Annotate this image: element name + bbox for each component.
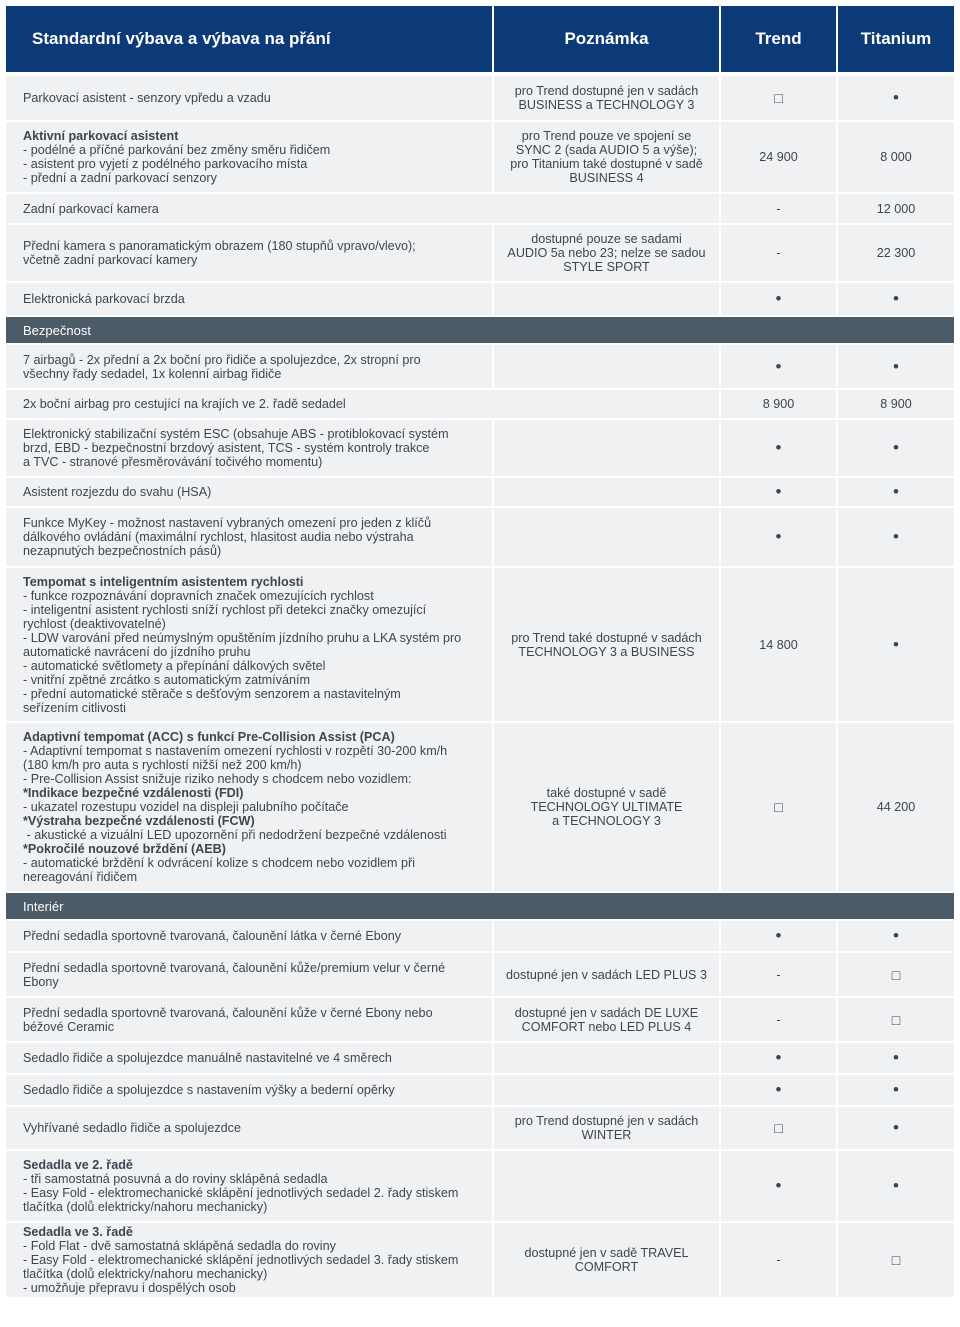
description-line: Aktivní parkovací asistent [23, 129, 179, 143]
description-line: Elektronický stabilizační systém ESC (obsahuje ABS - protiblokovací systém [23, 427, 449, 441]
titanium-value: • [838, 76, 954, 120]
titanium-value: 8 900 [838, 390, 954, 418]
table-row [6, 1223, 954, 1297]
trend-value: - [721, 1223, 836, 1297]
description-line: Sedadla ve 2. řadě [23, 1158, 133, 1172]
note-line: pro Titanium také dostupné v sadě [510, 157, 703, 171]
note-line: BUSINESS a TECHNOLOGY 3 [518, 98, 695, 112]
feature-description [6, 194, 719, 223]
header-titanium: Titanium [838, 6, 954, 72]
titanium-value: 22 300 [838, 225, 954, 281]
description-line: béžové Ceramic [23, 1019, 114, 1034]
description-line: - LDW varování před neúmyslným opuštěním jízdního pruhu a LKA systém pro [23, 630, 462, 645]
feature-description [6, 921, 492, 951]
titanium-value: 8 000 [838, 122, 954, 192]
trend-value: • [721, 478, 836, 506]
note-line: WINTER [581, 1128, 632, 1142]
description-line: - vnitřní zpětné zrcátko s automatickým zatmíváním [23, 672, 310, 687]
description-line: - Pre-Collision Assist snižuje riziko nehody s chodcem nebo vozidlem: [23, 772, 412, 786]
titanium-value: • [838, 508, 954, 566]
description-line: rychlost (deaktivovatelné) [23, 616, 166, 631]
trend-value: • [721, 283, 836, 315]
note-line: pro Trend pouze ve spojení se [521, 129, 692, 143]
note-cell [494, 76, 719, 120]
note-line: COMFORT nebo LED PLUS 4 [521, 1019, 692, 1034]
note-cell [494, 345, 719, 388]
trend-value: • [721, 345, 836, 388]
description-line: tlačítka (dolů elektricky/nahoru mechanicky) [23, 1200, 268, 1214]
trend-value: • [721, 508, 836, 566]
note-text [524, 1246, 688, 1274]
description-line: - funkce rozpoznávání dopravních značek omezujících rychlost [23, 588, 374, 603]
titanium-value: □ [838, 953, 954, 996]
note-line: STYLE SPORT [563, 260, 650, 274]
trend-value: - [721, 998, 836, 1041]
note-cell [494, 122, 719, 192]
note-line: pro Trend dostupné jen v sadách [514, 84, 699, 98]
titanium-value: • [838, 921, 954, 951]
note-line: dostupné pouze se sadami [531, 232, 682, 246]
trend-value: 8 900 [721, 390, 836, 418]
note-line: pro Trend také dostupné v sadách [511, 630, 702, 645]
note-cell [494, 1075, 719, 1105]
description-line: Zadní parkovací kamera [23, 201, 159, 216]
titanium-value: • [838, 478, 954, 506]
description-line: (180 km/h pro auta s rychlostí nižší než 200 km/h) [23, 758, 302, 772]
trend-value: • [721, 1075, 836, 1105]
note-cell [494, 568, 719, 721]
description-line: tlačítka (dolů elektricky/nahoru mechanicky) [23, 1267, 268, 1281]
description-line: automatické navrácení do jízdního pruhu [23, 644, 251, 659]
description-line: Přední sedadla sportovně tvarovaná, čalounění kůže/premium velur v černé [23, 960, 446, 975]
titanium-value: • [838, 345, 954, 388]
note-cell [494, 1107, 719, 1149]
feature-description [6, 283, 492, 315]
feature-description [6, 568, 492, 721]
feature-description [6, 420, 492, 476]
note-text [515, 1114, 698, 1142]
table-row [6, 122, 954, 192]
note-line: BUSINESS 4 [569, 171, 644, 185]
titanium-value: • [838, 420, 954, 476]
table-row [6, 225, 954, 281]
description-line: nereagování řidičem [23, 870, 138, 884]
description-line: - akustické a vizuální LED upozornění při nedodržení bezpečné vzdálenosti [23, 828, 447, 842]
note-line: dostupné jen v sadách DE LUXE [514, 1005, 699, 1020]
description-line: - Easy Fold - elektromechanické sklápění jednotlivých sedadel 2. řady stiskem [23, 1186, 459, 1200]
trend-value: • [721, 1151, 836, 1221]
table-header [6, 6, 954, 72]
section-heading: Bezpečnost [6, 317, 954, 343]
table-body [6, 76, 954, 1297]
trend-value: - [721, 225, 836, 281]
titanium-value: □ [838, 998, 954, 1041]
description-line: - automatické světlomety a přepínání dálkových světel [23, 658, 326, 673]
table-row [6, 390, 954, 418]
description-line: dálkového ovládání (maximální rychlost, hlasitost audia nebo výstraha [23, 530, 414, 544]
description-line: - Easy Fold - elektromechanické sklápění jednotlivých sedadel 3. řady stiskem [23, 1253, 459, 1267]
trend-value: □ [721, 76, 836, 120]
description-line: Elektronická parkovací brzda [23, 292, 185, 306]
description-line: - přední a zadní parkovací senzory [23, 171, 217, 185]
feature-description [6, 723, 492, 891]
trend-value: • [721, 921, 836, 951]
description-line: - tři samostatná posuvná a do roviny sklápěná sedadla [23, 1172, 328, 1186]
description-line: Vyhřívané sedadlo řidiče a spolujezdce [23, 1121, 241, 1135]
description-line: *Indikace bezpečné vzdálenosti (FDI) [23, 786, 244, 800]
feature-description [6, 345, 492, 388]
note-cell [494, 723, 719, 891]
note-cell [494, 478, 719, 506]
description-line: Sedadla ve 3. řadě [23, 1225, 133, 1239]
table-row [6, 998, 954, 1041]
header-trend: Trend [721, 6, 836, 72]
table-row [6, 76, 954, 120]
trend-value: - [721, 194, 836, 223]
description-line: - umožňuje přepravu i dospělých osob [23, 1281, 236, 1295]
description-line: Sedadlo řidiče a spolujezdce s nastavením výšky a bederní opěrky [23, 1083, 395, 1097]
description-line: - Fold Flat - dvě samostatná sklápěná sedadla do roviny [23, 1239, 336, 1253]
description-line: seřízením citlivosti [23, 700, 126, 715]
trend-value: □ [721, 1107, 836, 1149]
description-line: 7 airbagů - 2x přední a 2x boční pro řidiče a spolujezdce, 2x stropní pro [23, 352, 421, 367]
description-line: Asistent rozjezdu do svahu (HSA) [23, 485, 212, 499]
table-row [6, 1043, 954, 1073]
description-line: Přední kamera s panoramatickým obrazem (180 stupňů vpravo/vlevo); [23, 239, 416, 253]
trend-value: - [721, 953, 836, 996]
titanium-value: 44 200 [838, 723, 954, 891]
description-line: - inteligentní asistent rychlosti sníží rychlost při detekci značky omezující [23, 602, 427, 617]
description-line: 2x boční airbag pro cestující na krajích ve 2. řadě sedadel [23, 397, 346, 411]
note-cell [494, 508, 719, 566]
note-text [515, 1006, 698, 1034]
titanium-value: • [838, 1151, 954, 1221]
note-line: dostupné jen v sadách LED PLUS 3 [506, 967, 707, 982]
titanium-value: □ [838, 1223, 954, 1297]
description-line: - asistent pro vyjetí z podélného parkovacího místa [23, 157, 308, 171]
description-line: - přední automatické stěrače s dešťovým senzorem a nastavitelným [23, 686, 401, 701]
table-row [6, 420, 954, 476]
note-cell [494, 998, 719, 1041]
description-line: - automatické brždění k odvrácení kolize s chodcem nebo vozidlem při [23, 856, 415, 870]
table-row [6, 568, 954, 721]
feature-description [6, 1151, 492, 1221]
feature-description [6, 478, 492, 506]
titanium-value: • [838, 1107, 954, 1149]
note-line: pro Trend dostupné jen v sadách [514, 1114, 699, 1128]
table-row [6, 723, 954, 891]
trend-value: 14 800 [721, 568, 836, 721]
description-line: všechny řady sedadel, 1x kolenní airbag řidiče [23, 366, 282, 381]
description-line: Sedadlo řidiče a spolujezdce manuálně nastavitelné ve 4 směrech [23, 1051, 392, 1065]
table-row [6, 478, 954, 506]
description-line: - podélné a příčné parkování bez změny směru řidičem [23, 143, 331, 157]
table-row [6, 921, 954, 951]
note-line: také dostupné v sadě [546, 786, 667, 800]
feature-description [6, 1107, 492, 1149]
note-line: a TECHNOLOGY 3 [552, 814, 661, 828]
feature-description [6, 998, 492, 1041]
table-row [6, 508, 954, 566]
trend-value: • [721, 1043, 836, 1073]
table-row [6, 1151, 954, 1221]
feature-description [6, 1043, 492, 1073]
titanium-value: • [838, 568, 954, 721]
table-row [6, 1107, 954, 1149]
note-cell [494, 283, 719, 315]
titanium-value: 12 000 [838, 194, 954, 223]
feature-description [6, 508, 492, 566]
description-line: Tempomat s inteligentním asistentem rychlosti [23, 574, 304, 589]
note-text [510, 129, 703, 185]
note-cell [494, 1043, 719, 1073]
note-text [531, 786, 683, 828]
feature-description [6, 953, 492, 996]
table-row [6, 1075, 954, 1105]
note-cell [494, 225, 719, 281]
description-line: Adaptivní tempomat (ACC) s funkcí Pre-Collision Assist (PCA) [23, 730, 395, 744]
feature-description [6, 1075, 492, 1105]
note-line: TECHNOLOGY 3 a BUSINESS [518, 644, 695, 659]
note-cell [494, 420, 719, 476]
description-line: a TVC - stranové přesměrovávání točivého momentu) [23, 455, 323, 469]
table-row [6, 345, 954, 388]
feature-description [6, 390, 719, 418]
note-cell [494, 921, 719, 951]
table-row [6, 283, 954, 315]
description-line: *Výstraha bezpečné vzdálenosti (FCW) [23, 814, 255, 828]
description-line: Funkce MyKey - možnost nastavení vybraných omezení pro jeden z klíčů [23, 516, 432, 530]
note-line: COMFORT [574, 1260, 639, 1274]
trend-value: • [721, 420, 836, 476]
note-line: AUDIO 5a nebo 23; nelze se sadou [507, 246, 706, 260]
section-heading: Interiér [6, 893, 954, 919]
titanium-value: • [838, 283, 954, 315]
description-line: Parkovací asistent - senzory vpředu a vzadu [23, 91, 271, 105]
note-text [507, 232, 705, 274]
note-line: dostupné jen v sadě TRAVEL [524, 1246, 689, 1260]
equipment-table [6, 6, 954, 1299]
table-row [6, 194, 954, 223]
feature-description [6, 76, 492, 120]
note-text [515, 84, 698, 112]
titanium-value: • [838, 1075, 954, 1105]
description-line: nezapnutých bezpečnostních pásů) [23, 544, 222, 558]
description-line: *Pokročilé nouzové brždění (AEB) [23, 842, 226, 856]
titanium-value: • [838, 1043, 954, 1073]
note-line: TECHNOLOGY ULTIMATE [530, 800, 683, 814]
feature-description [6, 1223, 492, 1297]
note-text [506, 968, 707, 982]
description-line: včetně zadní parkovací kamery [23, 253, 198, 267]
header-title: Standardní výbava a výbava na přání [6, 6, 492, 72]
trend-value: 24 900 [721, 122, 836, 192]
trend-value: □ [721, 723, 836, 891]
description-line: brzd, EBD - bezpečnostní brzdový asistent, TCS - systém kontroly trakce [23, 441, 430, 455]
note-cell [494, 1151, 719, 1221]
note-text [511, 631, 701, 659]
description-line: - Adaptivní tempomat s nastavením omezení rychlosti v rozpětí 30-200 km/h [23, 744, 448, 758]
feature-description [6, 225, 492, 281]
description-line: - ukazatel rozestupu vozidel na displeji palubního počítače [23, 800, 349, 814]
note-cell [494, 953, 719, 996]
header-note: Poznámka [494, 6, 719, 72]
note-line: SYNC 2 (sada AUDIO 5 a výše); [515, 143, 698, 157]
description-line: Přední sedadla sportovně tvarovaná, čalounění látka v černé Ebony [23, 929, 402, 943]
description-line: Ebony [23, 974, 59, 989]
description-line: Přední sedadla sportovně tvarovaná, čalounění kůže v černé Ebony nebo [23, 1005, 433, 1020]
table-row [6, 953, 954, 996]
note-cell [494, 1223, 719, 1297]
feature-description [6, 122, 492, 192]
